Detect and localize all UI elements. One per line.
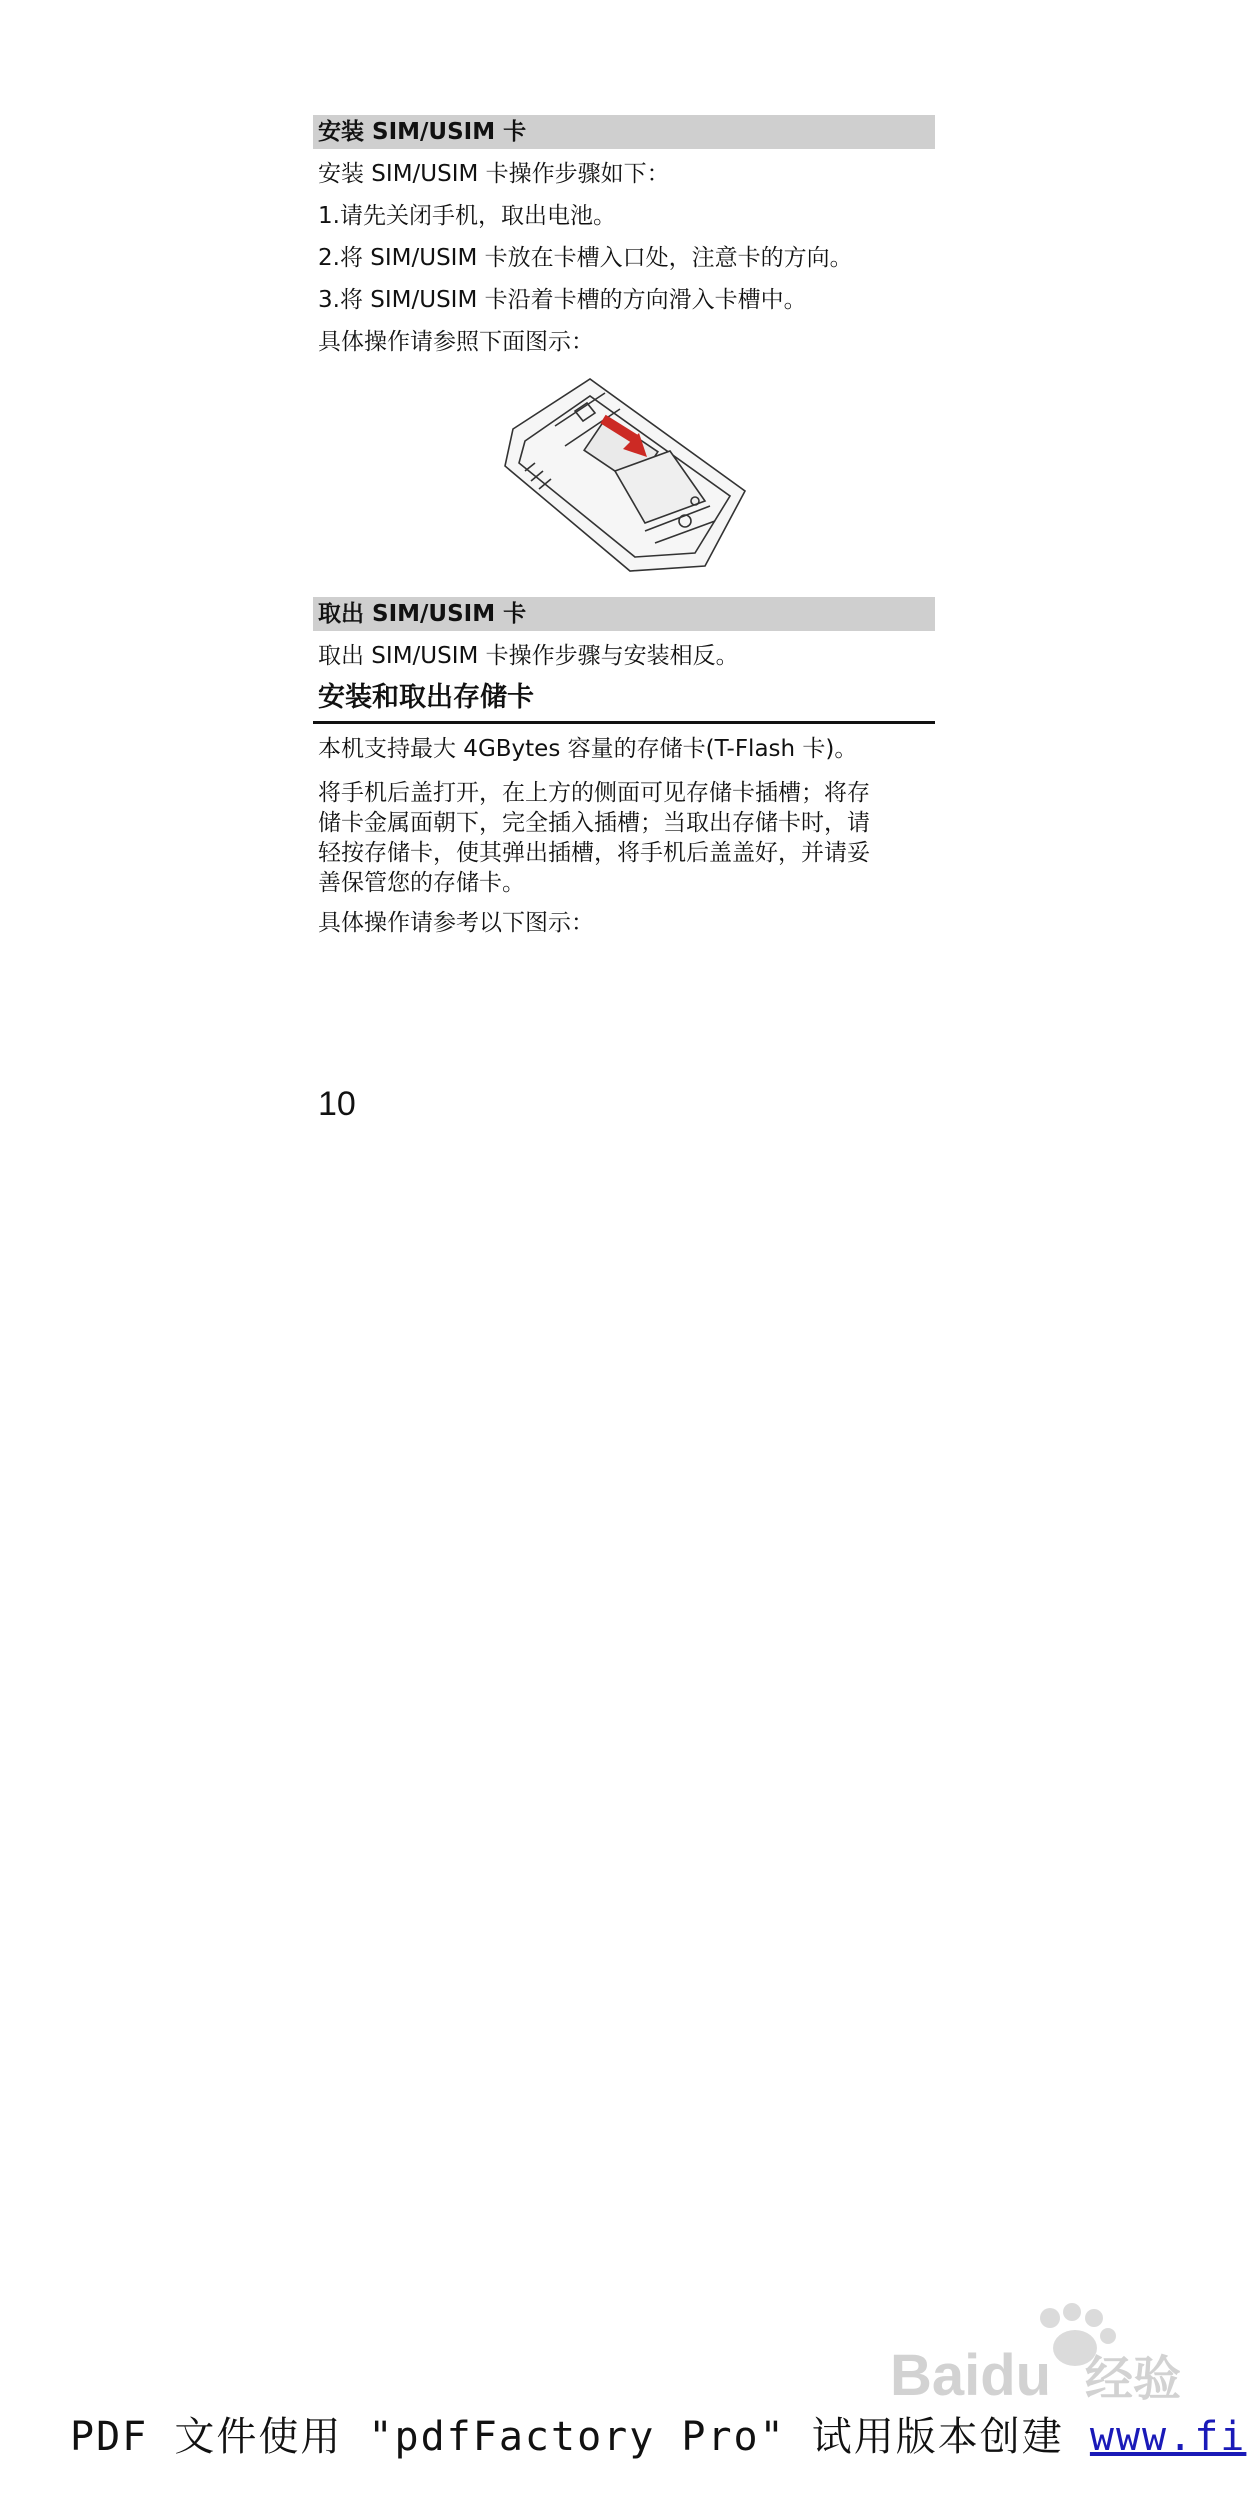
install-step-2: 2.将 SIM/USIM 卡放在卡槽入口处，注意卡的方向。: [318, 245, 853, 271]
section-header-memory-card: 安装和取出存储卡: [313, 681, 935, 724]
memory-card-line-1: 将手机后盖打开，在上方的侧面可见存储卡插槽；将存: [318, 780, 870, 806]
install-step-3: 3.将 SIM/USIM 卡沿着卡槽的方向滑入卡槽中。: [318, 287, 807, 313]
memory-card-line-3: 轻按存储卡，使其弹出插槽，将手机后盖盖好，并请妥: [318, 840, 870, 866]
pdf-footer: [70, 2405, 1248, 2462]
remove-sim-text: 取出 SIM/USIM 卡操作步骤与安装相反。: [318, 643, 739, 669]
baidu-jingyan-watermark: [880, 2300, 1210, 2410]
memory-card-line-2: 储卡金属面朝下，完全插入插槽；当取出存储卡时，请: [318, 810, 870, 836]
manual-page: [313, 115, 935, 938]
memory-card-line-4: 善保管您的存储卡。: [318, 870, 525, 896]
memory-figure-note: 具体操作请参考以下图示：: [318, 910, 594, 936]
install-sim-intro: 安装 SIM/USIM 卡操作步骤如下：: [318, 161, 670, 187]
install-step-1: 1.请先关闭手机，取出电池。: [318, 203, 616, 229]
memory-card-capacity: 本机支持最大 4GBytes 容量的存储卡(T-Flash 卡)。: [318, 736, 858, 762]
page-number: 10: [318, 1085, 356, 1123]
watermark-brand: Baidu: [890, 2343, 1052, 2408]
footer-text: PDF 文件使用 "pdfFactory Pro" 试用版本创建: [70, 2414, 1090, 2460]
sim-install-illustration: [495, 371, 755, 581]
install-figure-note: 具体操作请参照下面图示：: [318, 329, 594, 355]
watermark-subtitle: 经验: [1085, 2351, 1182, 2407]
section-header-install-sim: 安装 SIM/USIM 卡: [313, 115, 935, 149]
section-header-remove-sim: 取出 SIM/USIM 卡: [313, 597, 935, 631]
footer-link[interactable]: www.fi: [1089, 2414, 1247, 2460]
